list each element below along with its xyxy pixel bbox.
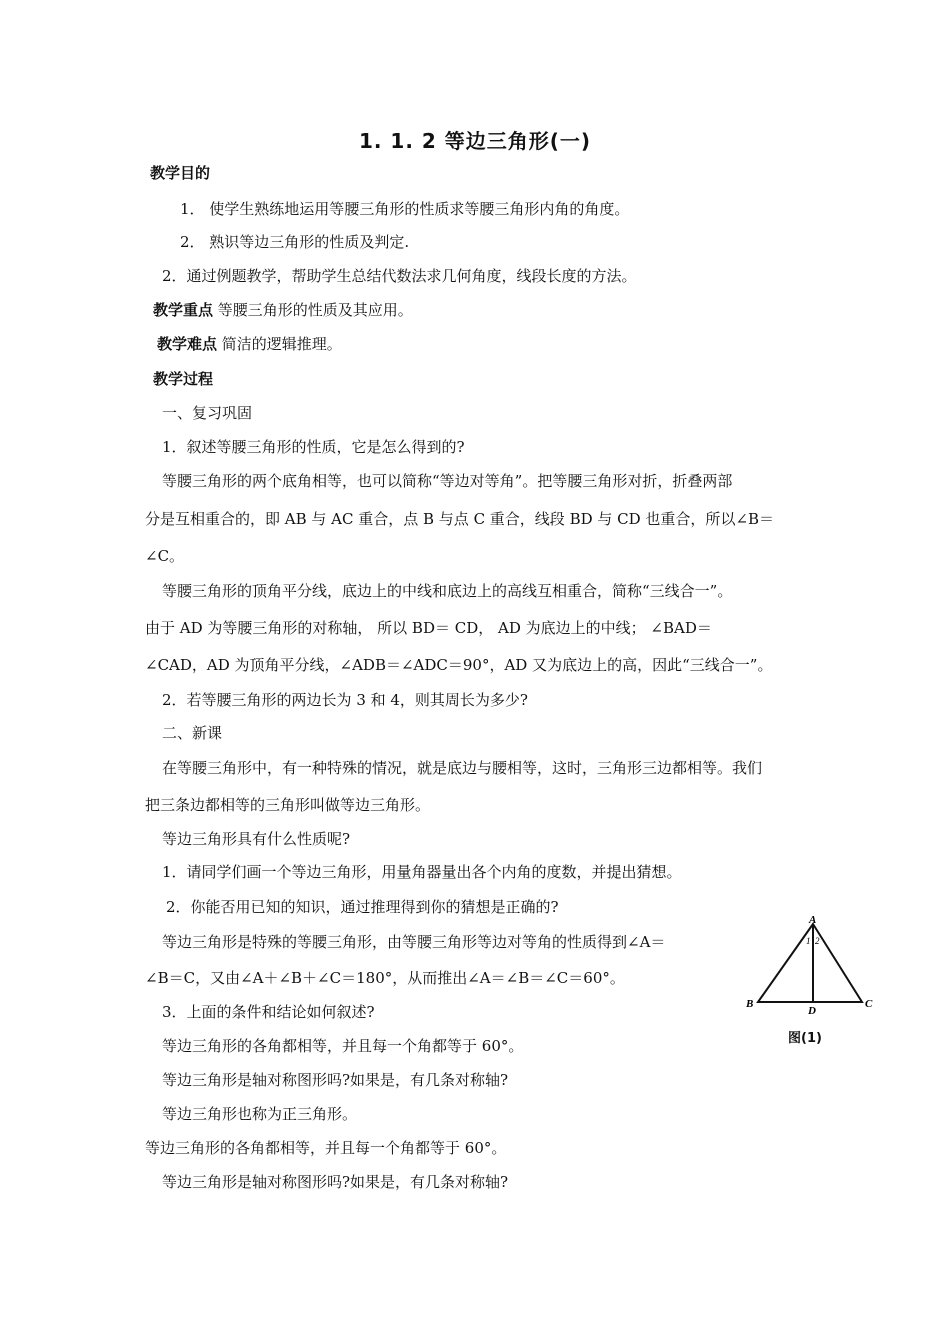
new-paragraph-5-line-2: ∠B＝C，又由∠A＋∠B＋∠C＝180°，从而推出∠A＝∠B＝∠C＝60°。 xyxy=(145,969,625,987)
vertex-label-c: C xyxy=(865,998,873,1010)
figure-caption: 图(1) xyxy=(788,1031,822,1046)
new-paragraph-2: 等边三角形具有什么性质呢? xyxy=(162,830,351,848)
new-paragraph-5-line-1: 等边三角形是特殊的等腰三角形，由等腰三角形等边对等角的性质得到∠A＝ xyxy=(162,933,666,951)
paragraph-1-line-1: 等腰三角形的两个底角相等，也可以简称“等边对等角”。把等腰三角形对折，折叠两部 xyxy=(162,472,733,490)
review-heading: 一、复习巩固 xyxy=(162,404,253,422)
point-label-d: D xyxy=(808,1005,816,1017)
paragraph-1-line-2: 分是互相重合的，即 AB 与 AC 重合，点 B 与点 C 重合，线段 BD 与 CD 也重合，所以∠B＝ xyxy=(145,510,775,528)
new-lesson-heading: 二、新课 xyxy=(162,724,223,742)
page-title: 1. 1. 2 等边三角形(一) xyxy=(358,129,592,153)
process-heading: 教学过程 xyxy=(153,370,214,388)
paragraph-2-line-3: ∠CAD，AD 为顶角平分线，∠ADB＝∠ADC＝90°，AD 又为底边上的高，因此“三线合一”。 xyxy=(145,656,773,674)
new-paragraph-10: 等边三角形的各角都相等，并且每一个角都等于 60°。 xyxy=(145,1139,507,1157)
key-point-label: 教学重点 xyxy=(153,301,214,319)
new-paragraph-9: 等边三角形也称为正三角形。 xyxy=(162,1105,358,1123)
new-paragraph-1-line-2: 把三条边都相等的三角形叫做等边三角形。 xyxy=(145,796,431,814)
angle-label-1: 1 xyxy=(806,936,811,946)
new-paragraph-11: 等边三角形是轴对称图形吗?如果是，有几条对称轴? xyxy=(162,1173,509,1191)
difficulty-text: 简洁的逻辑推理。 xyxy=(217,335,342,353)
new-paragraph-4: 2．你能否用已知的知识，通过推理得到你的猜想是正确的? xyxy=(166,898,559,916)
review-question-1: 1．叙述等腰三角形的性质，它是怎么得到的? xyxy=(162,438,465,456)
new-paragraph-3: 1．请同学们画一个等边三角形，用量角器量出各个内角的度数，并提出猜想。 xyxy=(162,863,682,881)
new-paragraph-7: 等边三角形的各角都相等，并且每一个角都等于 60°。 xyxy=(162,1037,524,1055)
objective-item-3: 2．通过例题教学，帮助学生总结代数法求几何角度，线段长度的方法。 xyxy=(162,267,637,285)
review-question-2: 2．若等腰三角形的两边长为 3 和 4，则其周长为多少? xyxy=(162,691,528,709)
vertex-label-a: A xyxy=(809,914,817,926)
objective-item-2: 2． 熟识等边三角形的性质及判定. xyxy=(180,233,410,251)
paragraph-2-line-2: 由于 AD 为等腰三角形的对称轴， 所以 BD＝ CD， AD 为底边上的中线； ∠BAD＝ xyxy=(145,619,712,637)
objective-item-1: 1． 使学生熟练地运用等腰三角形的性质求等腰三角形内角的角度。 xyxy=(180,200,630,218)
vertex-label-b: B xyxy=(746,998,754,1010)
angle-label-2: 2 xyxy=(815,936,820,946)
difficulty-line xyxy=(157,334,342,354)
new-paragraph-1-line-1: 在等腰三角形中，有一种特殊的情况，就是底边与腰相等，这时，三角形三边都相等。我们 xyxy=(162,759,763,777)
paragraph-1-line-3: ∠C。 xyxy=(145,547,185,565)
new-paragraph-6: 3．上面的条件和结论如何叙述? xyxy=(162,1003,375,1021)
new-paragraph-8: 等边三角形是轴对称图形吗?如果是，有几条对称轴? xyxy=(162,1071,509,1089)
paragraph-2-line-1: 等腰三角形的顶角平分线，底边上的中线和底边上的高线互相重合，简称“三线合一”。 xyxy=(162,582,733,600)
objectives-heading: 教学目的 xyxy=(150,164,211,182)
key-point-text: 等腰三角形的性质及其应用。 xyxy=(213,301,413,319)
key-point-line xyxy=(153,300,413,320)
difficulty-label: 教学难点 xyxy=(157,335,218,353)
